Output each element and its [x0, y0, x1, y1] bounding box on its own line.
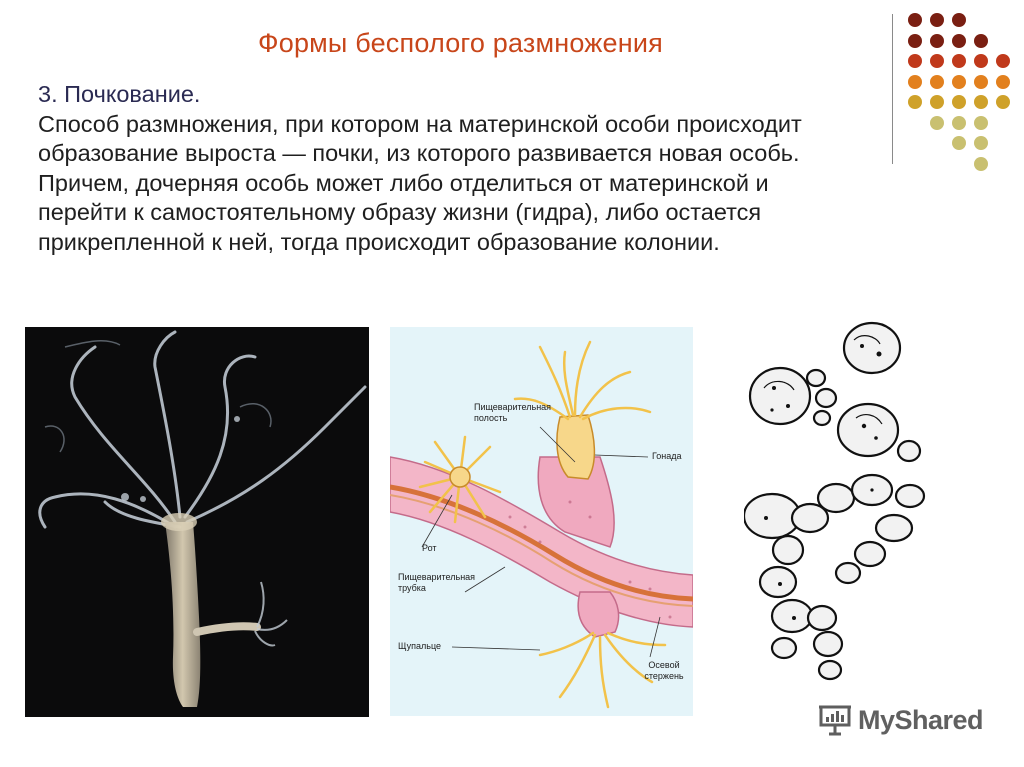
decorative-dot	[952, 54, 966, 68]
coral-polyp-diagram	[390, 327, 693, 716]
section-subheading: 3. Почкование.	[38, 81, 201, 107]
decorative-dot	[996, 54, 1010, 68]
label-digestive-tube: Пищеварительная трубка	[398, 572, 476, 593]
watermark-text: MyShared	[858, 704, 984, 735]
decorative-dot	[908, 13, 922, 27]
decorative-dot	[930, 54, 944, 68]
body-line: прикрепленной к ней, тогда происходит образование колонии.	[38, 228, 720, 255]
label-mouth: Рот	[422, 543, 437, 553]
watermark	[818, 700, 983, 740]
body-text	[38, 80, 978, 258]
label-digestive-cavity: Пищеварительная полость	[474, 402, 552, 423]
decorative-dot	[996, 75, 1010, 89]
decorative-dot	[952, 34, 966, 48]
decorative-dot	[908, 34, 922, 48]
body-line: Способ размножения, при котором на материнской особи происходит	[38, 110, 802, 137]
slide-title: Формы бесполого размножения	[258, 28, 663, 58]
label-tentacle: Щупальце	[398, 641, 442, 651]
hydra-photo	[25, 327, 369, 717]
decorative-dot	[996, 95, 1010, 109]
decorative-dot	[974, 54, 988, 68]
decorative-dot	[908, 54, 922, 68]
decorative-dot	[952, 13, 966, 27]
body-line: перейти к самостоятельному образу жизни (гидра), либо остается	[38, 199, 762, 226]
decorative-dot	[930, 34, 944, 48]
body-line: образование выроста — почки, из которого развивается новая особь.	[38, 140, 800, 167]
yeast-budding-sketch	[744, 318, 946, 693]
label-axial-rod: Осевой стержень	[644, 660, 684, 681]
presentation-board-icon	[818, 704, 852, 736]
body-line: Причем, дочерняя особь может либо отделиться от материнской и	[38, 169, 769, 196]
decorative-dot	[974, 34, 988, 48]
decorative-dot	[930, 13, 944, 27]
label-gonad: Гонада	[652, 451, 682, 461]
